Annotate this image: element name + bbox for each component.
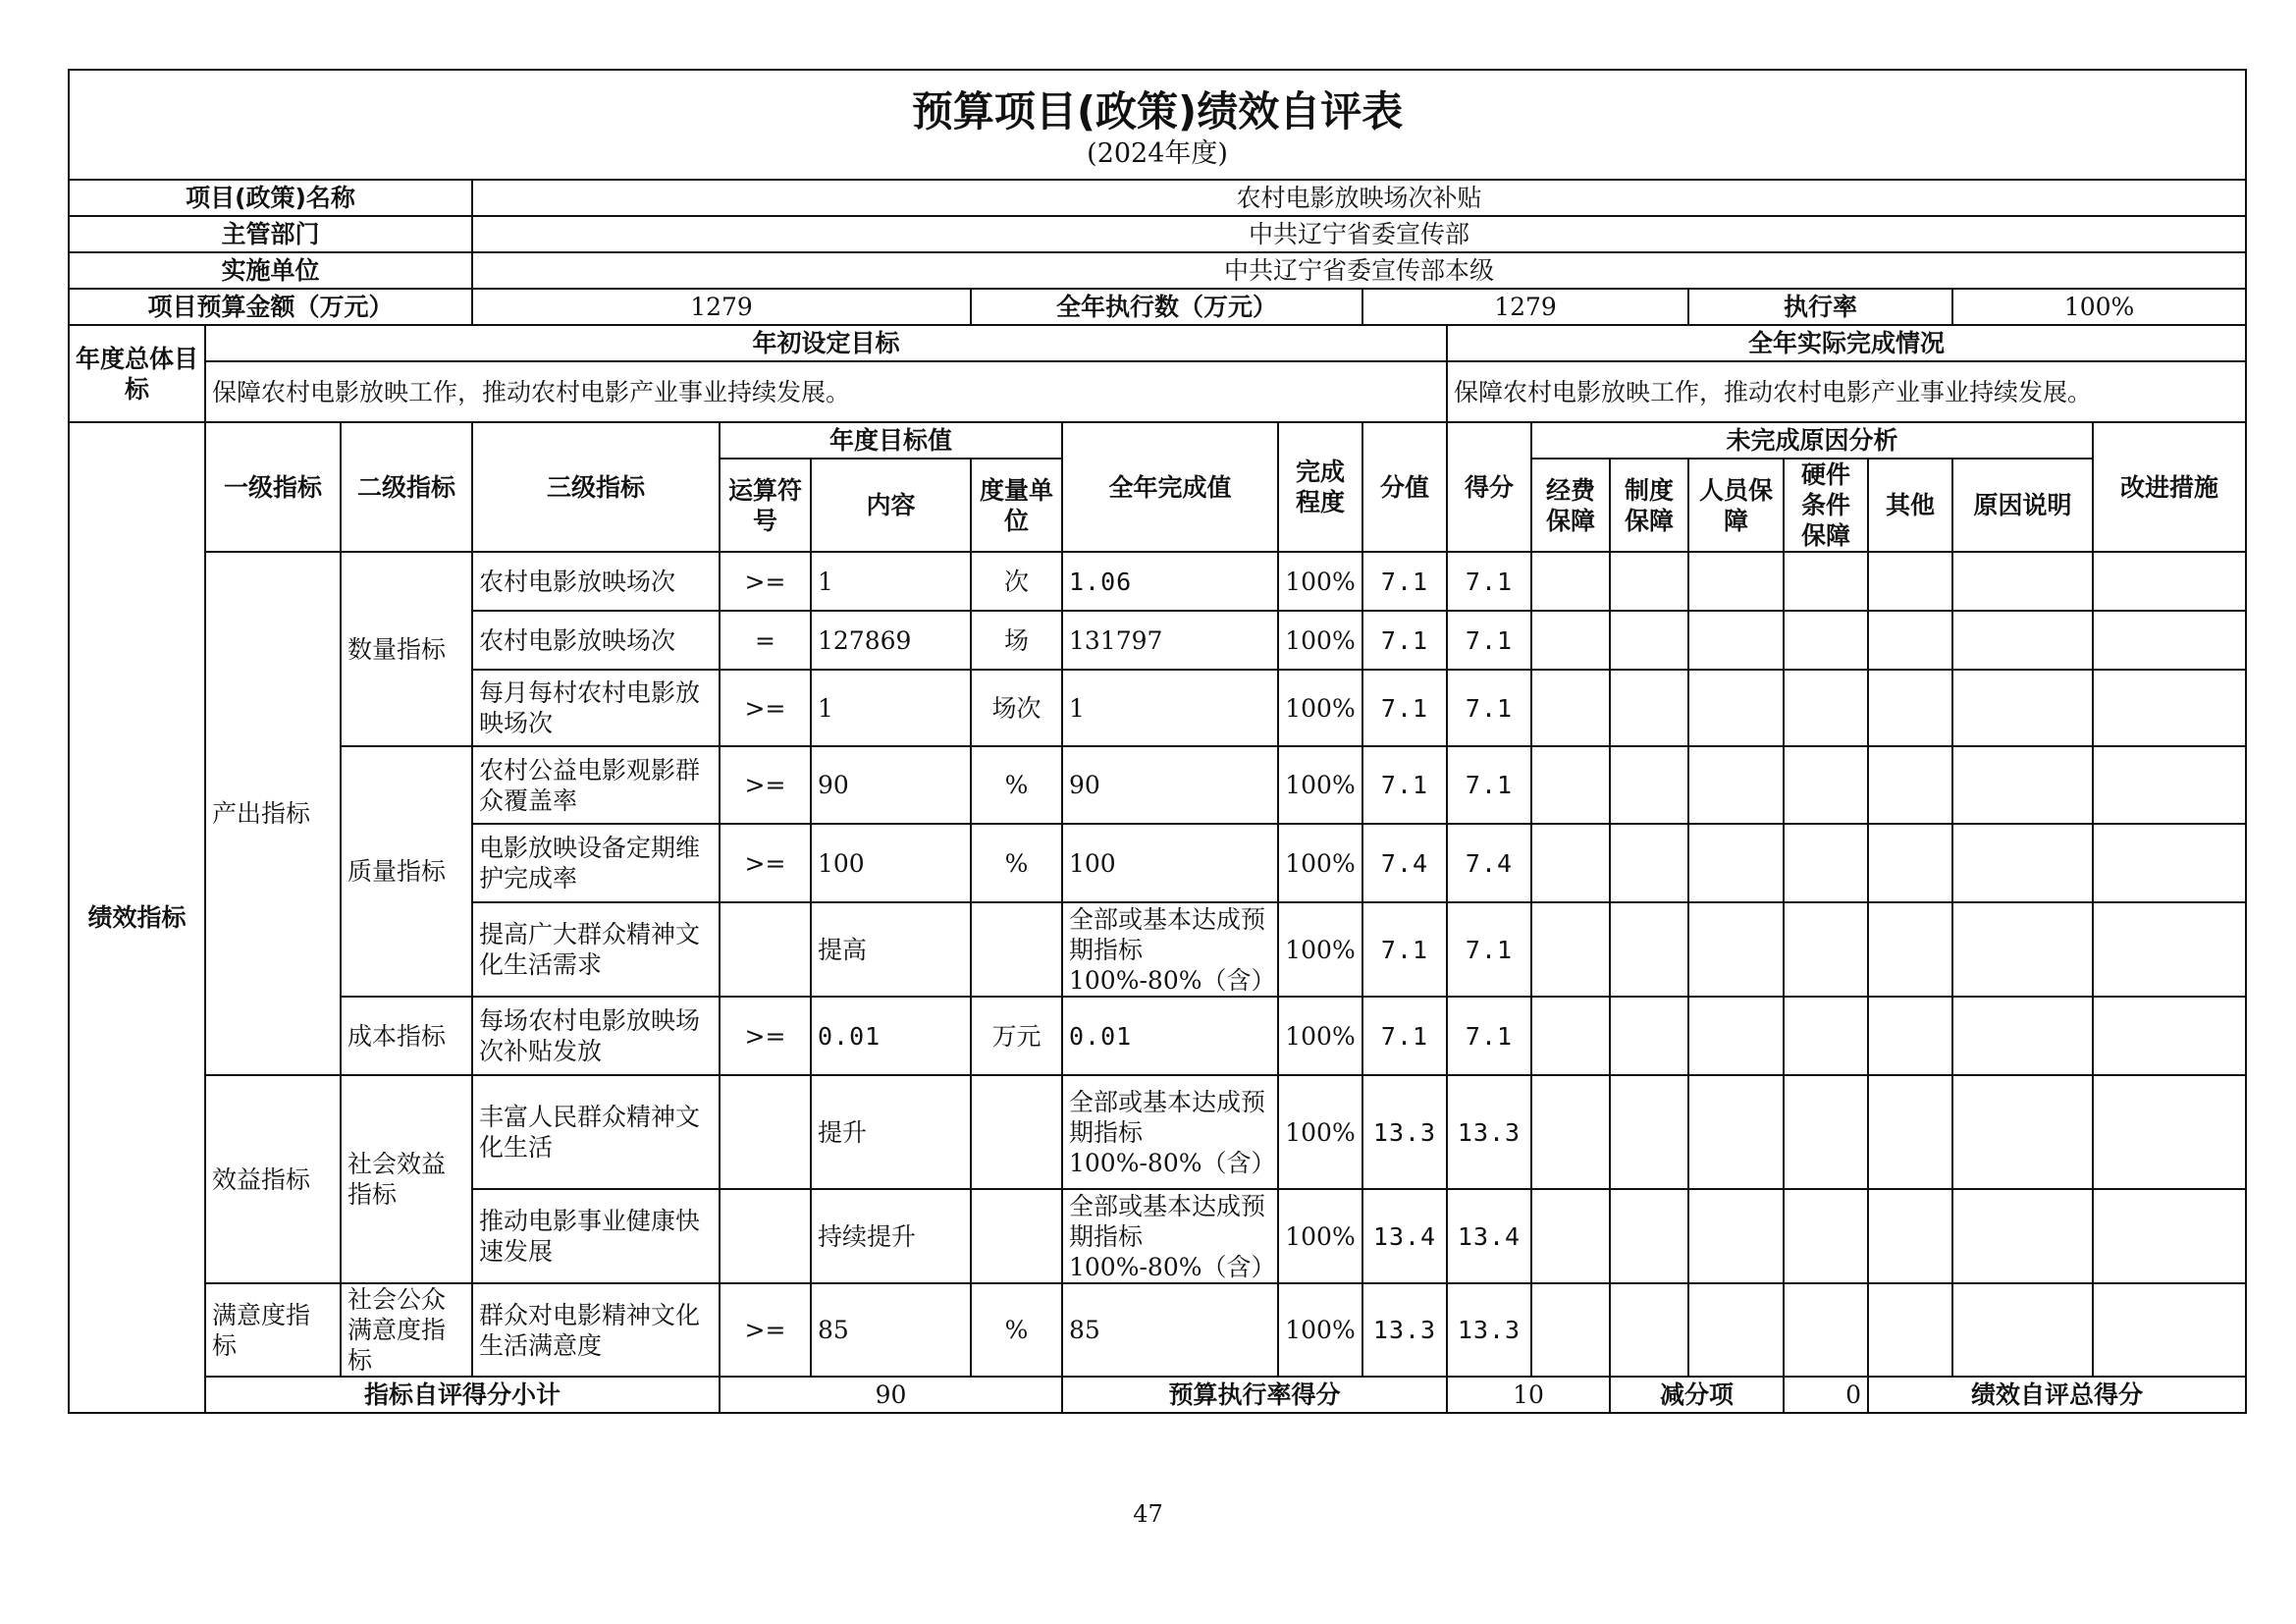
indicator-value: 7.1 bbox=[1362, 552, 1447, 611]
header-other: 其他 bbox=[1868, 459, 1952, 552]
indicator-op bbox=[720, 1075, 811, 1189]
indicator-score: 13.3 bbox=[1447, 1283, 1531, 1377]
group-output: 产出指标 bbox=[205, 552, 341, 1075]
indicator-content: 127869 bbox=[811, 611, 971, 670]
indicator-actual: 85 bbox=[1062, 1283, 1278, 1377]
deduct-value: 0 bbox=[1784, 1377, 1868, 1413]
header-reason: 原因说明 bbox=[1952, 459, 2093, 552]
indicator-value: 7.1 bbox=[1362, 746, 1447, 824]
indicator-actual: 1.06 bbox=[1062, 552, 1278, 611]
indicator-name: 每场农村电影放映场次补贴发放 bbox=[472, 997, 720, 1075]
indicator-op: = bbox=[720, 611, 811, 670]
indicator-actual: 全部或基本达成预期指标100%-80%（含） bbox=[1062, 1189, 1278, 1283]
indicator-value: 7.1 bbox=[1362, 611, 1447, 670]
indicator-actual: 100 bbox=[1062, 824, 1278, 902]
indicator-name: 丰富人民群众精神文化生活 bbox=[472, 1075, 720, 1189]
performance-table bbox=[68, 69, 2247, 1414]
indicator-actual: 131797 bbox=[1062, 611, 1278, 670]
header-level1: 一级指标 bbox=[205, 422, 341, 552]
project-name-value: 农村电影放映场次补贴 bbox=[472, 180, 2246, 216]
indicator-unit: 场次 bbox=[971, 670, 1062, 746]
indicator-value: 13.4 bbox=[1362, 1189, 1447, 1283]
indicator-degree: 100% bbox=[1278, 1075, 1362, 1189]
indicator-content: 100 bbox=[811, 824, 971, 902]
exec-label: 全年执行数（万元） bbox=[971, 289, 1362, 325]
header-degree: 完成程度 bbox=[1278, 422, 1362, 552]
indicator-degree: 100% bbox=[1278, 1189, 1362, 1283]
indicator-degree: 100% bbox=[1278, 997, 1362, 1075]
indicator-score: 7.1 bbox=[1447, 902, 1531, 997]
indicator-content: 提高 bbox=[811, 902, 971, 997]
rate-label: 执行率 bbox=[1688, 289, 1952, 325]
page-number: 47 bbox=[1133, 1500, 1163, 1528]
dept-value: 中共辽宁省委宣传部 bbox=[472, 216, 2246, 252]
indicator-op: >= bbox=[720, 746, 811, 824]
indicator-op: >= bbox=[720, 997, 811, 1075]
indicator-degree: 100% bbox=[1278, 902, 1362, 997]
indicator-content: 85 bbox=[811, 1283, 971, 1377]
indicator-score: 7.1 bbox=[1447, 611, 1531, 670]
header-improve: 改进措施 bbox=[2093, 422, 2246, 552]
header-annual-target: 年度目标值 bbox=[720, 422, 1062, 459]
header-level2: 二级指标 bbox=[341, 422, 472, 552]
header-hardware: 硬件条件保障 bbox=[1784, 459, 1868, 552]
indicator-op bbox=[720, 902, 811, 997]
indicator-value: 13.3 bbox=[1362, 1283, 1447, 1377]
indicator-op: >= bbox=[720, 824, 811, 902]
budget-label: 项目预算金额（万元） bbox=[69, 289, 472, 325]
project-name-label: 项目(政策)名称 bbox=[69, 180, 472, 216]
rate-value: 100% bbox=[1952, 289, 2246, 325]
group-quantity: 数量指标 bbox=[341, 552, 472, 746]
goal-initial-header: 年初设定目标 bbox=[205, 325, 1447, 361]
goal-actual-text: 保障农村电影放映工作，推动农村电影产业事业持续发展。 bbox=[1447, 361, 2246, 422]
header-personnel: 人员保障 bbox=[1688, 459, 1784, 552]
indicator-unit bbox=[971, 902, 1062, 997]
indicator-content: 1 bbox=[811, 552, 971, 611]
indicator-value: 7.1 bbox=[1362, 997, 1447, 1075]
exec-score-label: 预算执行率得分 bbox=[1062, 1377, 1447, 1413]
header-funding: 经费保障 bbox=[1531, 459, 1610, 552]
indicator-unit bbox=[971, 1075, 1062, 1189]
group-satisfaction: 满意度指标 bbox=[205, 1283, 341, 1377]
page-title: 预算项目(政策)绩效自评表 bbox=[911, 87, 1404, 135]
indicator-score: 13.3 bbox=[1447, 1075, 1531, 1189]
page-subtitle: (2024年度) bbox=[1087, 138, 1228, 169]
header-unit: 度量单位 bbox=[971, 459, 1062, 552]
indicator-op bbox=[720, 1189, 811, 1283]
indicator-score: 7.4 bbox=[1447, 824, 1531, 902]
dept-label: 主管部门 bbox=[69, 216, 472, 252]
indicator-content: 持续提升 bbox=[811, 1189, 971, 1283]
goal-actual-header: 全年实际完成情况 bbox=[1447, 325, 2246, 361]
header-operator: 运算符号 bbox=[720, 459, 811, 552]
indicator-name: 电影放映设备定期维护完成率 bbox=[472, 824, 720, 902]
indicator-score: 7.1 bbox=[1447, 746, 1531, 824]
group-quality: 质量指标 bbox=[341, 746, 472, 997]
header-level3: 三级指标 bbox=[472, 422, 720, 552]
indicator-content: 90 bbox=[811, 746, 971, 824]
group-social: 社会效益指标 bbox=[341, 1075, 472, 1283]
indicator-score: 7.1 bbox=[1447, 552, 1531, 611]
indicator-name: 群众对电影精神文化生活满意度 bbox=[472, 1283, 720, 1377]
perf-label: 绩效指标 bbox=[69, 422, 205, 1413]
goal-label: 年度总体目标 bbox=[69, 325, 205, 422]
header-system: 制度保障 bbox=[1610, 459, 1688, 552]
indicator-unit: 次 bbox=[971, 552, 1062, 611]
unit-label: 实施单位 bbox=[69, 252, 472, 289]
budget-value: 1279 bbox=[472, 289, 971, 325]
indicator-actual: 90 bbox=[1062, 746, 1278, 824]
group-cost: 成本指标 bbox=[341, 997, 472, 1075]
indicator-unit: % bbox=[971, 1283, 1062, 1377]
indicator-content: 0.01 bbox=[811, 997, 971, 1075]
header-unfinished: 未完成原因分析 bbox=[1531, 422, 2093, 459]
indicator-unit: % bbox=[971, 824, 1062, 902]
indicator-degree: 100% bbox=[1278, 746, 1362, 824]
indicator-content: 提升 bbox=[811, 1075, 971, 1189]
indicator-unit: 场 bbox=[971, 611, 1062, 670]
indicator-name: 提高广大群众精神文化生活需求 bbox=[472, 902, 720, 997]
header-actual: 全年完成值 bbox=[1062, 422, 1278, 552]
indicator-score: 7.1 bbox=[1447, 997, 1531, 1075]
indicator-actual: 全部或基本达成预期指标100%-80%（含） bbox=[1062, 902, 1278, 997]
goal-initial-text: 保障农村电影放映工作，推动农村电影产业事业持续发展。 bbox=[205, 361, 1447, 422]
group-benefit: 效益指标 bbox=[205, 1075, 341, 1283]
indicator-unit bbox=[971, 1189, 1062, 1283]
header-score-got: 得分 bbox=[1447, 422, 1531, 552]
deduct-label: 减分项 bbox=[1610, 1377, 1784, 1413]
indicator-unit: % bbox=[971, 746, 1062, 824]
indicator-degree: 100% bbox=[1278, 824, 1362, 902]
indicator-degree: 100% bbox=[1278, 611, 1362, 670]
indicator-unit: 万元 bbox=[971, 997, 1062, 1075]
indicator-op: >= bbox=[720, 670, 811, 746]
indicator-op: >= bbox=[720, 1283, 811, 1377]
indicator-content: 1 bbox=[811, 670, 971, 746]
indicator-value: 7.1 bbox=[1362, 670, 1447, 746]
indicator-degree: 100% bbox=[1278, 1283, 1362, 1377]
indicator-value: 7.4 bbox=[1362, 824, 1447, 902]
indicator-name: 农村电影放映场次 bbox=[472, 611, 720, 670]
indicator-degree: 100% bbox=[1278, 552, 1362, 611]
subtotal-label: 指标自评得分小计 bbox=[205, 1377, 720, 1413]
exec-score-value: 10 bbox=[1447, 1377, 1610, 1413]
subtotal-value: 90 bbox=[720, 1377, 1062, 1413]
indicator-value: 7.1 bbox=[1362, 902, 1447, 997]
indicator-score: 13.4 bbox=[1447, 1189, 1531, 1283]
title-cell bbox=[69, 70, 2246, 180]
unit-value: 中共辽宁省委宣传部本级 bbox=[472, 252, 2246, 289]
indicator-op: >= bbox=[720, 552, 811, 611]
indicator-name: 推动电影事业健康快速发展 bbox=[472, 1189, 720, 1283]
indicator-name: 每月每村农村电影放映场次 bbox=[472, 670, 720, 746]
exec-value: 1279 bbox=[1362, 289, 1688, 325]
header-score-value: 分值 bbox=[1362, 422, 1447, 552]
indicator-score: 7.1 bbox=[1447, 670, 1531, 746]
indicator-name: 农村公益电影观影群众覆盖率 bbox=[472, 746, 720, 824]
indicator-actual: 1 bbox=[1062, 670, 1278, 746]
indicator-actual: 0.01 bbox=[1062, 997, 1278, 1075]
header-content: 内容 bbox=[811, 459, 971, 552]
indicator-name: 农村电影放映场次 bbox=[472, 552, 720, 611]
indicator-actual: 全部或基本达成预期指标100%-80%（含） bbox=[1062, 1075, 1278, 1189]
indicator-degree: 100% bbox=[1278, 670, 1362, 746]
total-label: 绩效自评总得分 bbox=[1868, 1377, 2246, 1413]
indicator-value: 13.3 bbox=[1362, 1075, 1447, 1189]
group-public: 社会公众满意度指标 bbox=[341, 1283, 472, 1377]
